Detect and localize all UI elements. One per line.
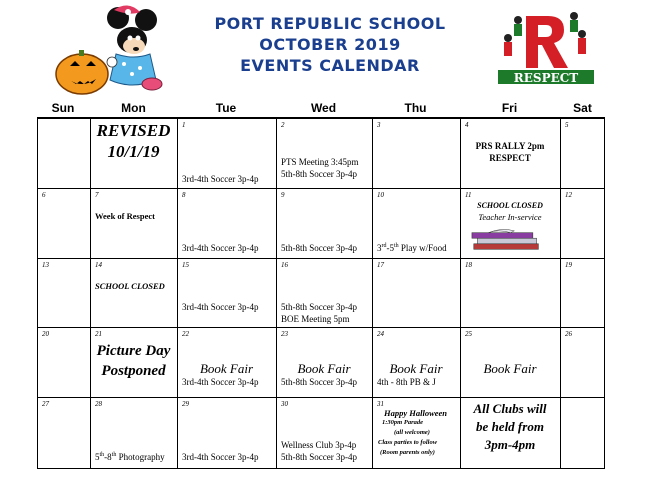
day-cell: [177, 119, 276, 188]
event: 3rd-4th Soccer 3p-4p: [182, 452, 259, 462]
date-number: 6: [42, 191, 46, 199]
day-cell: [177, 259, 276, 327]
date-number: 25: [465, 330, 472, 338]
event: RESPECT: [489, 153, 531, 163]
date-number: 24: [377, 330, 384, 338]
event-part: Photography: [116, 452, 165, 462]
day-cell: [177, 328, 276, 397]
respect-logo-text: RESPECT: [513, 71, 579, 85]
event: [95, 452, 165, 462]
date-number: 3: [377, 121, 381, 129]
event: [377, 243, 447, 253]
date-number: 14: [95, 261, 102, 269]
event: 3rd-4th Soccer 3p-4p: [182, 377, 259, 387]
date-number: 23: [281, 330, 288, 338]
calendar-title: EVENTS CALENDAR: [240, 56, 420, 75]
event: 3rd-4th Soccer 3p-4p: [182, 243, 259, 253]
date-number: 10: [377, 191, 384, 199]
grid-line: [37, 468, 605, 469]
event: Teacher In-service: [478, 212, 542, 222]
event: 5th-8th Soccer 3p-4p: [281, 452, 357, 462]
date-number: 18: [465, 261, 472, 269]
day-cell: [90, 189, 177, 258]
event: 1:30pm Parade: [382, 419, 423, 426]
event: Happy Halloween: [384, 408, 448, 418]
date-number: 1: [182, 121, 186, 129]
date-number: 2: [281, 121, 285, 129]
event-part: 5: [95, 452, 100, 462]
event: (Room parents only): [380, 449, 435, 456]
date-number: 27: [42, 400, 49, 408]
revised-date: 10/1/19: [107, 142, 160, 161]
event: Wellness Club 3p-4p: [281, 440, 357, 450]
event: Book Fair: [297, 361, 351, 376]
date-number: 19: [565, 261, 572, 269]
date-number: 4: [465, 121, 469, 129]
event-part: -5: [386, 243, 394, 253]
date-number: 8: [182, 191, 186, 199]
date-number: 29: [182, 400, 189, 408]
day-cell: [460, 328, 560, 397]
day-cell: [177, 189, 276, 258]
day-cell: [372, 189, 460, 258]
superscript: rd: [381, 243, 387, 249]
event: SCHOOL CLOSED: [95, 281, 165, 291]
day-cell: [560, 328, 605, 397]
day-cell: [460, 189, 560, 258]
events-calendar: [37, 100, 605, 470]
month-title: OCTOBER 2019: [259, 35, 401, 54]
date-number: 17: [377, 261, 384, 269]
day-cell: [37, 189, 90, 258]
date-number: 21: [95, 330, 102, 338]
day-cell: [276, 119, 372, 188]
date-number: 31: [377, 400, 384, 408]
superscript: th: [394, 243, 399, 249]
revised-note: REVISED: [96, 121, 171, 140]
date-number: 30: [281, 400, 288, 408]
date-number: 13: [42, 261, 49, 269]
event: be held from: [476, 419, 544, 434]
event: Book Fair: [483, 361, 537, 376]
day-cell: [460, 398, 560, 468]
weekday-wed: Wed: [310, 101, 337, 115]
day-cell: [372, 398, 460, 468]
event: 3pm-4pm: [484, 437, 536, 452]
event: Picture Day: [96, 343, 171, 359]
date-number: 12: [565, 191, 572, 199]
date-number: 7: [95, 191, 99, 199]
event: PRS RALLY 2pm: [475, 141, 545, 151]
day-cell: [560, 119, 605, 188]
weekday-mon: Mon: [121, 101, 146, 115]
date-number: 5: [565, 121, 569, 129]
date-number: 11: [465, 191, 472, 199]
event: Book Fair: [389, 361, 443, 376]
event: 5th-8th Soccer 3p-4p: [281, 169, 357, 179]
event: 3rd-4th Soccer 3p-4p: [182, 174, 259, 184]
weekday-sun: Sun: [51, 101, 75, 115]
event: Class parties to follow: [378, 439, 438, 446]
date-number: 28: [95, 400, 102, 408]
weekday-fri: Fri: [501, 101, 518, 115]
day-cell: [37, 398, 90, 468]
date-number: 26: [565, 330, 572, 338]
date-number: 15: [182, 261, 189, 269]
day-cell: [276, 189, 372, 258]
day-cell: [560, 189, 605, 258]
event: SCHOOL CLOSED: [477, 201, 543, 210]
date-number: 9: [281, 191, 285, 199]
day-cell: [37, 328, 90, 397]
day-cell: [560, 259, 605, 327]
event: All Clubs will: [473, 401, 547, 416]
weekday-tue: Tue: [215, 101, 237, 115]
respect-logo: [490, 8, 600, 86]
day-cell: [276, 398, 372, 468]
event: Book Fair: [199, 361, 254, 376]
minnie-pumpkin-logo: [48, 4, 168, 96]
day-cell: [177, 398, 276, 468]
day-cell: [276, 259, 372, 327]
event: 3rd-4th Soccer 3p-4p: [182, 302, 259, 312]
books-icon: [470, 229, 544, 253]
weekday-thu: Thu: [404, 101, 427, 115]
day-cell: [90, 259, 177, 327]
event: (all welcome): [394, 429, 430, 436]
day-cell: [90, 398, 177, 468]
date-number: 20: [42, 330, 49, 338]
event-part: -8: [104, 452, 112, 462]
school-name: PORT REPUBLIC SCHOOL: [214, 14, 446, 33]
date-number: 22: [182, 330, 189, 338]
day-cell: [276, 328, 372, 397]
day-cell: [37, 259, 90, 327]
event: 5th-8th Soccer 3p-4p: [281, 377, 357, 387]
day-cell: [460, 119, 560, 188]
event-part: 3: [377, 243, 382, 253]
weekday-sat: Sat: [573, 101, 592, 115]
event: 5th-8th Soccer 3p-4p: [281, 243, 357, 253]
event: 4th - 8th PB & J: [377, 377, 436, 387]
day-cell: [90, 119, 177, 188]
superscript: th: [99, 452, 105, 458]
day-cell: [460, 259, 560, 327]
event-part: Play w/Food: [398, 243, 447, 253]
day-cell: [560, 398, 605, 468]
superscript: th: [111, 452, 117, 458]
event: BOE Meeting 5pm: [281, 314, 350, 324]
day-cell: [90, 328, 177, 397]
event: Week of Respect: [95, 211, 155, 221]
day-cell: [372, 328, 460, 397]
event: PTS Meeting 3:45pm: [281, 157, 359, 167]
day-cell: [372, 259, 460, 327]
day-cell: [372, 119, 460, 188]
date-number: 16: [281, 261, 288, 269]
event: Postponed: [101, 363, 166, 379]
event: 5th-8th Soccer 3p-4p: [281, 302, 357, 312]
